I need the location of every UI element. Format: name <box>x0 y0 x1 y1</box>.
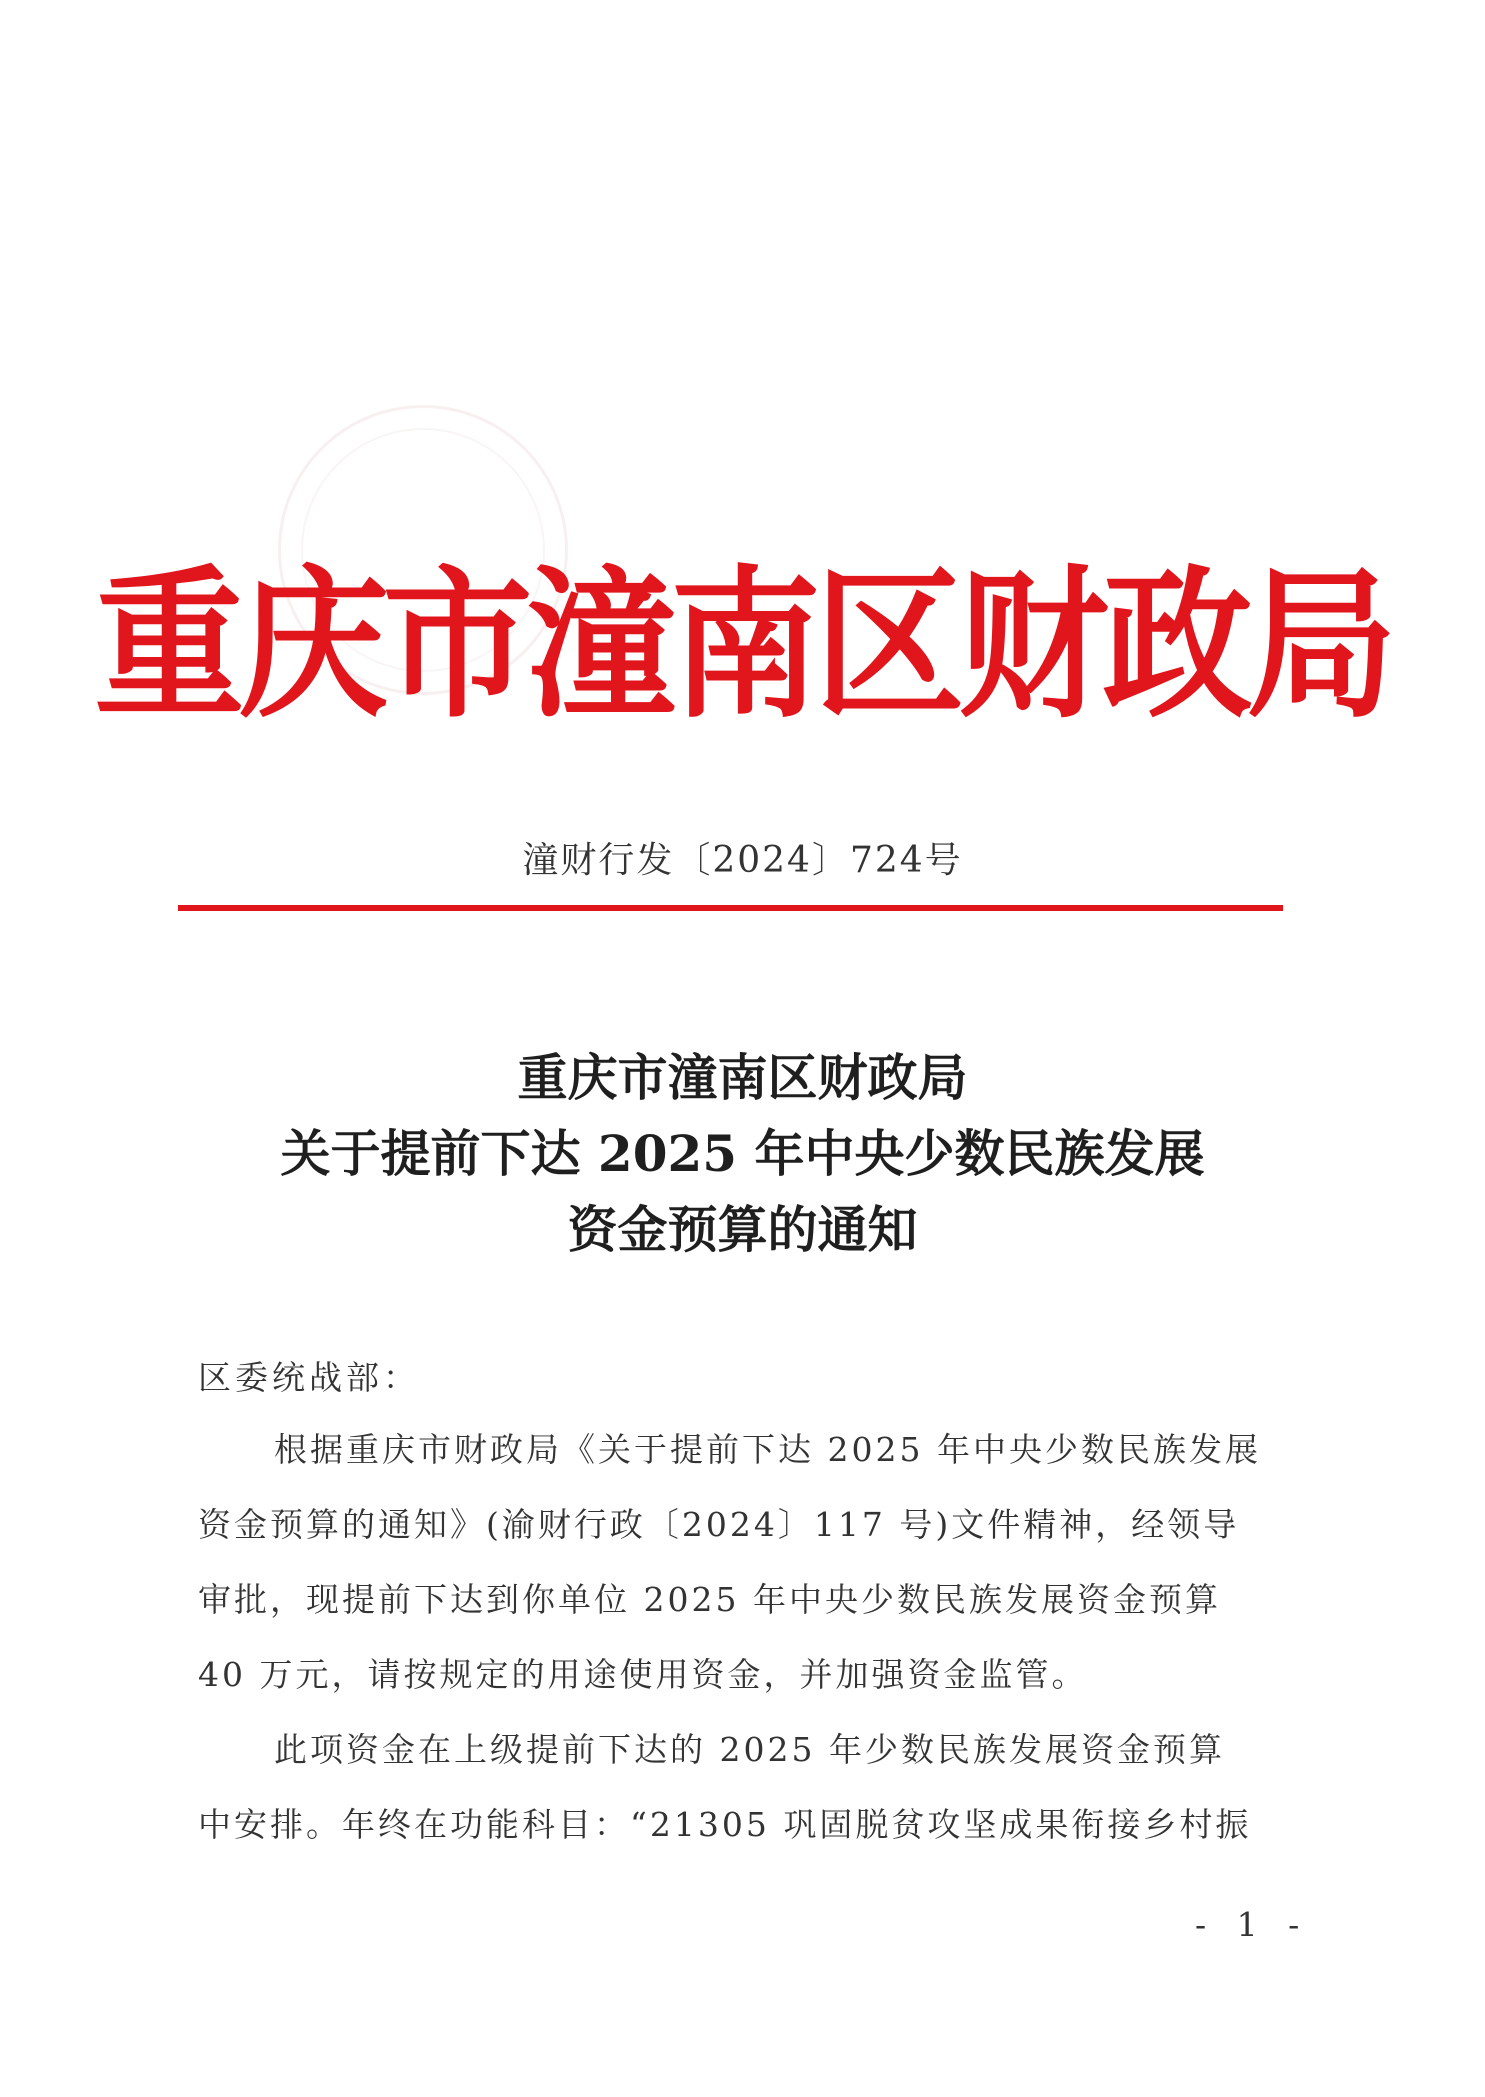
notice-title <box>0 1040 1485 1268</box>
document-number: 潼财行发〔2024〕724号 <box>522 840 963 881</box>
notice-title-line-3: 资金预算的通知 <box>567 1200 918 1259</box>
issuing-organization-header: 重庆市潼南区财政局 <box>94 550 1391 741</box>
paragraph-line: 中安排。年终在功能科目：“21305 巩固脱贫攻坚成果衔接乡村振 <box>198 1805 1252 1844</box>
body-paragraph-1 <box>198 1412 1308 1712</box>
paragraph-line: 40 万元，请按规定的用途使用资金，并加强资金监管。 <box>198 1655 1088 1694</box>
paragraph-line: 根据重庆市财政局《关于提前下达 2025 年中央少数民族发展 <box>274 1430 1261 1469</box>
paragraph-line: 此项资金在上级提前下达的 2025 年少数民族发展资金预算 <box>274 1730 1225 1769</box>
paragraph-line: 资金预算的通知》(渝财行政〔2024〕117 号)文件精神，经领导 <box>198 1505 1240 1544</box>
notice-title-line-2: 关于提前下达 2025 年中央少数民族发展 <box>280 1124 1205 1183</box>
red-divider-line <box>178 905 1283 911</box>
notice-title-line-1: 重庆市潼南区财政局 <box>517 1048 968 1107</box>
body-paragraph-2 <box>198 1712 1308 1862</box>
page-number: - 1 - <box>1195 1905 1310 1944</box>
paragraph-line: 审批，现提前下达到你单位 2025 年中央少数民族发展资金预算 <box>198 1580 1221 1619</box>
addressee: 区委统战部： <box>198 1358 420 1397</box>
